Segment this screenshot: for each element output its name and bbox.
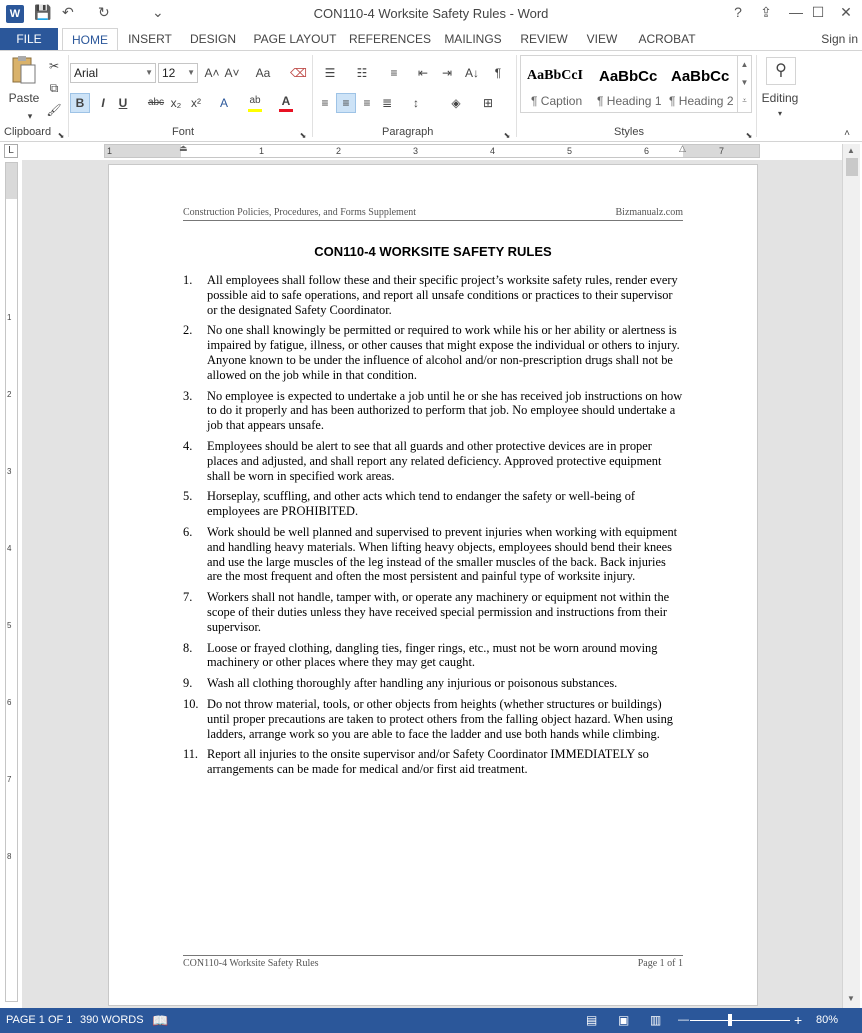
highlight-button[interactable]: ab <box>249 95 261 106</box>
status-bar <box>0 1008 862 1033</box>
clear-formatting-icon[interactable]: ⌫ <box>290 66 307 80</box>
clipboard-launcher-icon[interactable]: ⬊ <box>57 131 65 140</box>
style-name: ¶ Caption <box>531 94 583 108</box>
list-item-number: 8. <box>183 640 193 655</box>
style-sample: AaBbCc <box>671 68 730 85</box>
proofing-icon[interactable]: 📖 <box>152 1013 169 1028</box>
ruler-number: 2 <box>336 146 342 156</box>
page-footer <box>183 955 683 971</box>
ruler-number: 5 <box>567 146 573 156</box>
multilevel-list-icon[interactable]: ≡ <box>390 66 398 80</box>
ruler-number: 8 <box>7 852 12 861</box>
word-app-icon[interactable]: W <box>6 5 24 23</box>
word-count[interactable]: 390 WORDS <box>80 1014 144 1026</box>
list-item[interactable] <box>183 747 683 777</box>
title-bar <box>0 0 862 28</box>
style-name: ¶ Heading 1 <box>597 94 662 108</box>
divider <box>516 55 517 137</box>
font-size-value: 12 <box>162 66 176 80</box>
list-item-text: Do not throw material, tools, or other objects from heights (whether structures or buildings) until proper precautions are taken to protect others from the falling object hazard. When using ladders, arrange work so you are able to face the ladder and use both hands while climbing. <box>207 696 673 741</box>
editing-button[interactable]: Editing <box>761 91 799 105</box>
list-item-text: Workers shall not handle, tamper with, or operate any machinery or equipment not within the scope of their duties unless they have received special permission and instructions from their supervisor. <box>207 590 670 634</box>
list-item-text: Employees should be alert to see that all guards and other protective devices are in proper places and adjusted, and shall report any related deficiency. Approved protective equipment shall be worn in specified work areas. <box>207 438 662 483</box>
list-item[interactable] <box>183 323 683 382</box>
ruler-number: 1 <box>107 146 113 156</box>
font-size-select[interactable] <box>158 63 198 83</box>
list-item-number: 10. <box>183 696 199 711</box>
styles-scroll[interactable]: ▲ ▼ ⩡ <box>737 56 751 112</box>
divider <box>68 55 69 137</box>
list-item-number: 11. <box>183 747 199 762</box>
left-margin-area <box>105 145 181 157</box>
zoom-level[interactable]: 80% <box>816 1014 839 1026</box>
right-indent-marker[interactable]: △ <box>679 143 686 153</box>
maximize-button[interactable]: ☐ <box>811 4 825 20</box>
decrease-indent-icon[interactable]: ⇤ <box>417 66 429 80</box>
ribbon-tabs <box>0 28 862 50</box>
italic-button[interactable]: I <box>101 96 105 110</box>
sort-button[interactable]: A↓ <box>464 66 479 80</box>
list-item-number: 9. <box>183 676 193 691</box>
paragraph-group-label: Paragraph <box>382 126 434 138</box>
increase-indent-icon[interactable]: ⇥ <box>441 66 453 80</box>
tab-mailings[interactable]: MAILINGS <box>444 32 502 46</box>
list-item-number: 3. <box>183 388 193 403</box>
horizontal-ruler[interactable] <box>104 144 760 158</box>
list-item-text: Loose or frayed clothing, dangling ties, finger rings, etc., must not be worn around moving machinery or other places where they may get caught. <box>207 640 658 670</box>
zoom-slider-thumb[interactable] <box>728 1014 732 1026</box>
divider <box>756 55 757 137</box>
highlight-color-bar <box>248 109 262 112</box>
paste-dropdown-icon[interactable]: ▾ <box>27 111 33 121</box>
list-item[interactable] <box>183 590 683 634</box>
font-color-bar <box>279 109 293 112</box>
shading-icon[interactable]: ◈ <box>451 96 461 110</box>
zoom-slider[interactable] <box>690 1020 790 1021</box>
print-layout-icon[interactable]: ▣ <box>618 1013 630 1027</box>
font-color-button[interactable]: A <box>281 94 291 108</box>
tab-selector[interactable]: L <box>4 144 18 158</box>
undo-icon[interactable]: ↶ <box>62 4 74 20</box>
scrollbar-thumb[interactable] <box>846 158 858 176</box>
header-left: Construction Policies, Procedures, and Forms Supplement <box>183 207 417 218</box>
editing-dropdown-icon[interactable]: ▾ <box>777 109 782 118</box>
format-painter-icon[interactable]: 🖌 <box>46 103 62 117</box>
ruler-number: 3 <box>413 146 419 156</box>
shrink-font-button[interactable]: A˅ <box>224 66 240 80</box>
vertical-scrollbar[interactable] <box>842 144 860 1008</box>
numbering-icon[interactable]: ☷ <box>356 66 368 80</box>
bullets-icon[interactable]: ☰ <box>324 66 336 80</box>
page-header <box>183 207 683 221</box>
paragraph-launcher-icon[interactable]: ⬊ <box>503 131 511 140</box>
chevron-down-icon: ▼ <box>145 68 153 77</box>
ruler-number: 2 <box>7 390 12 399</box>
show-formatting-button[interactable]: ¶ <box>494 66 502 80</box>
styles-gallery <box>520 55 752 113</box>
help-button[interactable]: ? <box>734 4 742 20</box>
tab-view[interactable]: VIEW <box>586 32 618 46</box>
ruler-number: 3 <box>7 467 12 476</box>
justify-icon[interactable]: ≣ <box>381 96 393 110</box>
list-item-number: 5. <box>183 489 193 504</box>
sign-in-link[interactable]: Sign in <box>821 32 858 46</box>
list-item[interactable] <box>183 389 683 433</box>
scroll-up-icon[interactable]: ▲ <box>847 146 855 155</box>
rules-list[interactable] <box>183 273 683 783</box>
font-family-select[interactable] <box>70 63 156 83</box>
footer-left: CON110-4 Worksite Safety Rules <box>183 958 319 969</box>
superscript-button[interactable]: x² <box>191 96 201 110</box>
divider <box>312 55 313 137</box>
window-title: CON110-4 Worksite Safety Rules - Word <box>313 6 549 21</box>
list-item-text: All employees shall follow these and their specific project’s worksite safety rules, render every possible aid to safe operations, and report all unsafe conditions or practices to their supervisor or the designated Safety Coordinator. <box>207 273 678 317</box>
list-item[interactable] <box>183 439 683 483</box>
indent-marker[interactable]: ⏏ <box>179 143 188 153</box>
align-right-icon[interactable]: ≡ <box>363 96 371 110</box>
collapse-ribbon-icon[interactable]: ˄ <box>844 128 850 139</box>
style-sample: AaBbCcI <box>527 68 584 83</box>
list-item-number: 1. <box>183 273 193 287</box>
web-layout-icon[interactable]: ▥ <box>650 1013 662 1027</box>
ruler-number: 4 <box>7 544 12 553</box>
ruler-number: 7 <box>719 146 725 156</box>
clipboard-group-label: Clipboard <box>4 126 52 138</box>
list-item-text: Wash all clothing thoroughly after handling any injurious or poisonous substances. <box>207 676 618 691</box>
ruler-number: 4 <box>490 146 496 156</box>
list-item[interactable] <box>183 489 683 519</box>
vertical-ruler[interactable] <box>5 162 18 1002</box>
list-item-number: 7. <box>183 590 193 605</box>
chevron-down-icon: ▼ <box>187 68 195 77</box>
list-item-text: No one shall knowingly be permitted or required to work while his or her ability or alertness is impaired by fatigue, illness, or other causes that might expose the individual or others to injury. Anyone known to be under the influence of alcohol and/or non-prescription drugs shall not be allowed on the job while in that condition. <box>207 323 680 382</box>
tab-design[interactable]: DESIGN <box>189 32 236 46</box>
top-margin-area <box>6 163 17 199</box>
list-item-text: Report all injuries to the onsite supervisor and/or Safety Coordinator IMMEDIATELY so arrangements can be made for medical and/or first aid treatment. <box>207 747 649 777</box>
footer-right: Page 1 of 1 <box>637 958 683 969</box>
style-name: ¶ Heading 2 <box>669 94 734 108</box>
page-count[interactable]: PAGE 1 OF 1 <box>6 1014 73 1026</box>
ribbon-home <box>0 50 862 142</box>
styles-group-label: Styles <box>614 126 644 138</box>
list-item-number: 6. <box>183 524 193 539</box>
text-effects-button[interactable]: A <box>219 96 228 110</box>
ruler-number: 5 <box>7 621 12 630</box>
tab-page-layout[interactable]: PAGE LAYOUT <box>253 32 337 46</box>
copy-icon[interactable]: ⧉ <box>49 81 59 95</box>
list-item[interactable] <box>183 273 683 317</box>
read-mode-icon[interactable]: ▤ <box>586 1013 598 1027</box>
tab-acrobat[interactable]: ACROBAT <box>638 32 696 46</box>
tab-file[interactable]: FILE <box>0 28 58 50</box>
style-sample: AaBbCc <box>599 68 658 85</box>
styles-launcher-icon[interactable]: ⬊ <box>745 131 753 140</box>
ribbon-display-options-button[interactable]: ⇪ <box>760 4 772 20</box>
tab-insert[interactable]: INSERT <box>128 32 172 46</box>
list-item-number: 4. <box>183 438 193 453</box>
zoom-out-button[interactable]: — <box>678 1014 689 1026</box>
align-center-icon[interactable]: ≡ <box>336 93 356 113</box>
underline-button[interactable]: U <box>118 96 128 110</box>
customize-quick-access-icon[interactable]: ⌄ <box>152 4 164 20</box>
borders-icon[interactable]: ⊞ <box>482 96 494 110</box>
line-spacing-icon[interactable]: ↕ <box>413 96 419 110</box>
font-family-value: Arial <box>74 66 99 80</box>
zoom-in-button[interactable]: + <box>794 1012 803 1028</box>
font-group-label: Font <box>172 126 195 138</box>
cut-icon[interactable]: ✂ <box>48 59 60 73</box>
ruler-number: 7 <box>7 775 12 784</box>
ruler-number: 6 <box>7 698 12 707</box>
subscript-button[interactable]: x₂ <box>170 96 182 110</box>
paste-button[interactable]: Paste <box>8 91 40 105</box>
font-launcher-icon[interactable]: ⬊ <box>299 131 307 140</box>
tab-review[interactable]: REVIEW <box>520 32 568 46</box>
strikethrough-button[interactable]: abc <box>147 97 165 108</box>
binoculars-icon[interactable]: ⚲ <box>766 57 796 85</box>
align-left-icon[interactable]: ≡ <box>321 96 329 110</box>
minimize-button[interactable]: — <box>789 4 803 20</box>
list-item[interactable] <box>183 525 683 584</box>
list-item-text: No employee is expected to undertake a job until he or she has received job instructions on how to do it properly and has been authorized to perform that job. No employee should undertake a job that appears unsafe. <box>207 388 683 433</box>
change-case-button[interactable]: Aa <box>255 66 271 80</box>
document-title[interactable]: CON110-4 WORKSITE SAFETY RULES <box>314 244 552 259</box>
list-item-text: Horseplay, scuffling, and other acts which tend to endanger the safety or well-being of employees are PROHIBITED. <box>207 489 636 519</box>
list-item[interactable] <box>183 676 683 691</box>
tab-references[interactable]: REFERENCES <box>348 32 431 46</box>
ruler-number: 1 <box>259 146 265 156</box>
save-icon[interactable]: 💾 <box>34 4 52 20</box>
scroll-down-icon[interactable]: ▼ <box>847 994 855 1003</box>
grow-font-button[interactable]: A˄ <box>204 66 220 80</box>
header-right: Bizmanualz.com <box>615 207 683 218</box>
list-item[interactable] <box>183 641 683 671</box>
close-button[interactable]: ✕ <box>840 4 852 20</box>
bold-button[interactable]: B <box>70 93 90 113</box>
paste-icon[interactable] <box>8 55 40 85</box>
ruler-number: 1 <box>7 313 12 322</box>
list-item-text: Work should be well planned and supervised to prevent injuries when working with equipment and handling heavy materials. When lifting heavy objects, employees should bend their knees and use the large muscles of the leg instead of the smaller muscles of the back. Back injuries are the most frequent and often the most persistent and painful type of worksite injury. <box>207 524 678 584</box>
list-item[interactable] <box>183 697 683 741</box>
redo-icon[interactable]: ↻ <box>98 4 110 20</box>
list-item-number: 2. <box>183 323 193 338</box>
tab-home[interactable]: HOME <box>62 28 118 51</box>
ruler-number: 6 <box>644 146 650 156</box>
